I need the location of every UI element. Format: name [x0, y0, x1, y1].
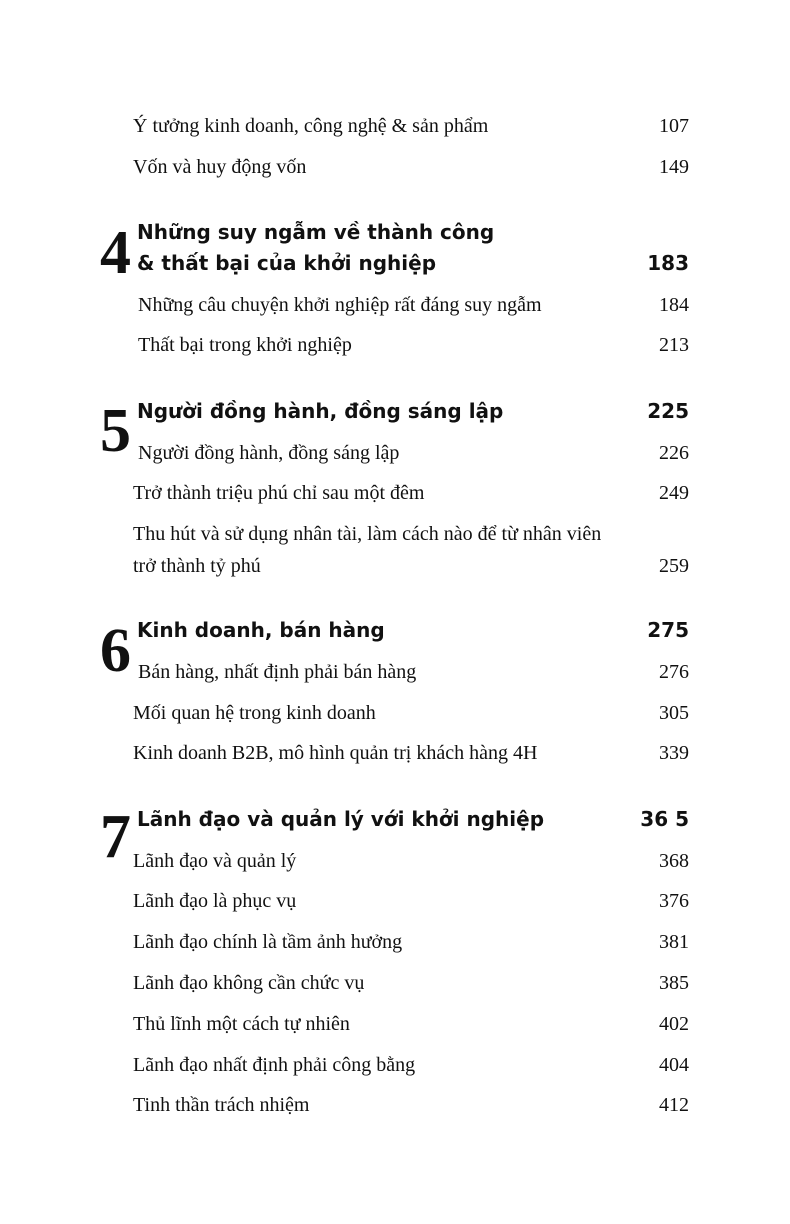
toc-entry-page: 381	[659, 931, 689, 953]
toc-entry-title-continued: trở thành tỷ phú	[133, 555, 261, 577]
toc-entry-title: Tinh thần trách nhiệm	[133, 1094, 310, 1116]
toc-entry[interactable]	[133, 737, 689, 769]
chapter-title-line: Kinh doanh, bán hàng	[137, 618, 385, 642]
toc-entry[interactable]	[133, 967, 689, 999]
toc-entry-title: Trở thành triệu phú chỉ sau một đêm	[133, 482, 425, 504]
toc-entry-page: 402	[659, 1013, 689, 1035]
chapter-title-line: Người đồng hành, đồng sáng lập	[137, 399, 504, 423]
toc-entry-page: 107	[659, 115, 689, 137]
chapter-heading[interactable]	[137, 804, 689, 835]
toc-entry-page: 226	[659, 442, 689, 464]
chapter-page: 225	[647, 399, 689, 423]
toc-entry-page: 404	[659, 1054, 689, 1076]
toc-entry-page: 376	[659, 890, 689, 912]
chapter-heading[interactable]	[137, 217, 689, 279]
chapter-title-line: & thất bại của khởi nghiệp	[137, 251, 437, 275]
chapter-heading[interactable]	[137, 396, 689, 427]
chapter-page: 36 5	[640, 807, 689, 831]
toc-entry-title: Kinh doanh B2B, mô hình quản trị khách hàng 4H	[133, 742, 538, 764]
toc-entry-title: Vốn và huy động vốn	[133, 156, 307, 178]
toc-entry-page: 368	[659, 850, 689, 872]
toc-entry[interactable]	[133, 697, 689, 729]
toc-entry-title: Người đồng hành, đồng sáng lập	[138, 442, 400, 464]
chapter-number: 4	[100, 219, 131, 287]
toc-entry-title: Ý tưởng kinh doanh, công nghệ & sản phẩm	[133, 115, 489, 137]
chapter-page: 275	[647, 618, 689, 642]
chapter-title-line: Lãnh đạo và quản lý với khởi nghiệp	[137, 807, 545, 831]
chapter-title-line: Những suy ngẫm về thành công	[137, 220, 495, 244]
toc-entry-page: 276	[659, 661, 689, 683]
toc-entry[interactable]	[133, 845, 689, 877]
toc-entry-page: 259	[659, 555, 689, 577]
toc-entry[interactable]	[138, 656, 689, 688]
toc-entry-page: 184	[659, 294, 689, 316]
toc-entry-title: Lãnh đạo nhất định phải công bằng	[133, 1054, 416, 1076]
toc-entry-page: 249	[659, 482, 689, 504]
toc-entry-title: Lãnh đạo là phục vụ	[133, 890, 297, 912]
toc-entry-title: Lãnh đạo và quản lý	[133, 850, 297, 872]
toc-entry-title: Lãnh đạo chính là tầm ảnh hưởng	[133, 931, 403, 953]
toc-entry-page: 339	[659, 742, 689, 764]
chapter-number: 5	[100, 397, 131, 465]
toc-entry[interactable]	[133, 518, 689, 582]
toc-entry[interactable]	[133, 926, 689, 958]
chapter-page: 183	[647, 251, 689, 275]
toc-entry-page: 213	[659, 334, 689, 356]
toc-entry-title: Lãnh đạo không cần chức vụ	[133, 972, 365, 994]
toc-entry[interactable]	[138, 329, 689, 361]
toc-entry[interactable]	[133, 1008, 689, 1040]
chapter-number: 7	[100, 803, 131, 871]
toc-entry-page: 412	[659, 1094, 689, 1116]
toc-entry-title: Thất bại trong khởi nghiệp	[138, 334, 352, 356]
toc-entry[interactable]	[133, 1089, 689, 1121]
toc-entry[interactable]	[138, 437, 689, 469]
toc-entry[interactable]	[133, 885, 689, 917]
toc-entry[interactable]	[138, 289, 689, 321]
toc-entry-page: 149	[659, 156, 689, 178]
toc-entry-title: Mối quan hệ trong kinh doanh	[133, 702, 376, 724]
chapter-number: 6	[100, 617, 131, 685]
toc-entry[interactable]	[133, 477, 689, 509]
toc-entry-page: 305	[659, 702, 689, 724]
toc-entry[interactable]	[133, 1049, 689, 1081]
toc-entry[interactable]	[133, 151, 689, 183]
toc-entry-title: Thủ lĩnh một cách tự nhiên	[133, 1013, 350, 1035]
toc-entry-title: Thu hút và sử dụng nhân tài, làm cách nào để từ nhân viên	[133, 523, 602, 545]
toc-entry-title: Những câu chuyện khởi nghiệp rất đáng suy ngẫm	[138, 294, 542, 316]
toc-entry-title: Bán hàng, nhất định phải bán hàng	[138, 661, 417, 683]
toc-entry[interactable]	[133, 110, 689, 142]
chapter-heading[interactable]	[137, 615, 689, 646]
toc-entry-page: 385	[659, 972, 689, 994]
